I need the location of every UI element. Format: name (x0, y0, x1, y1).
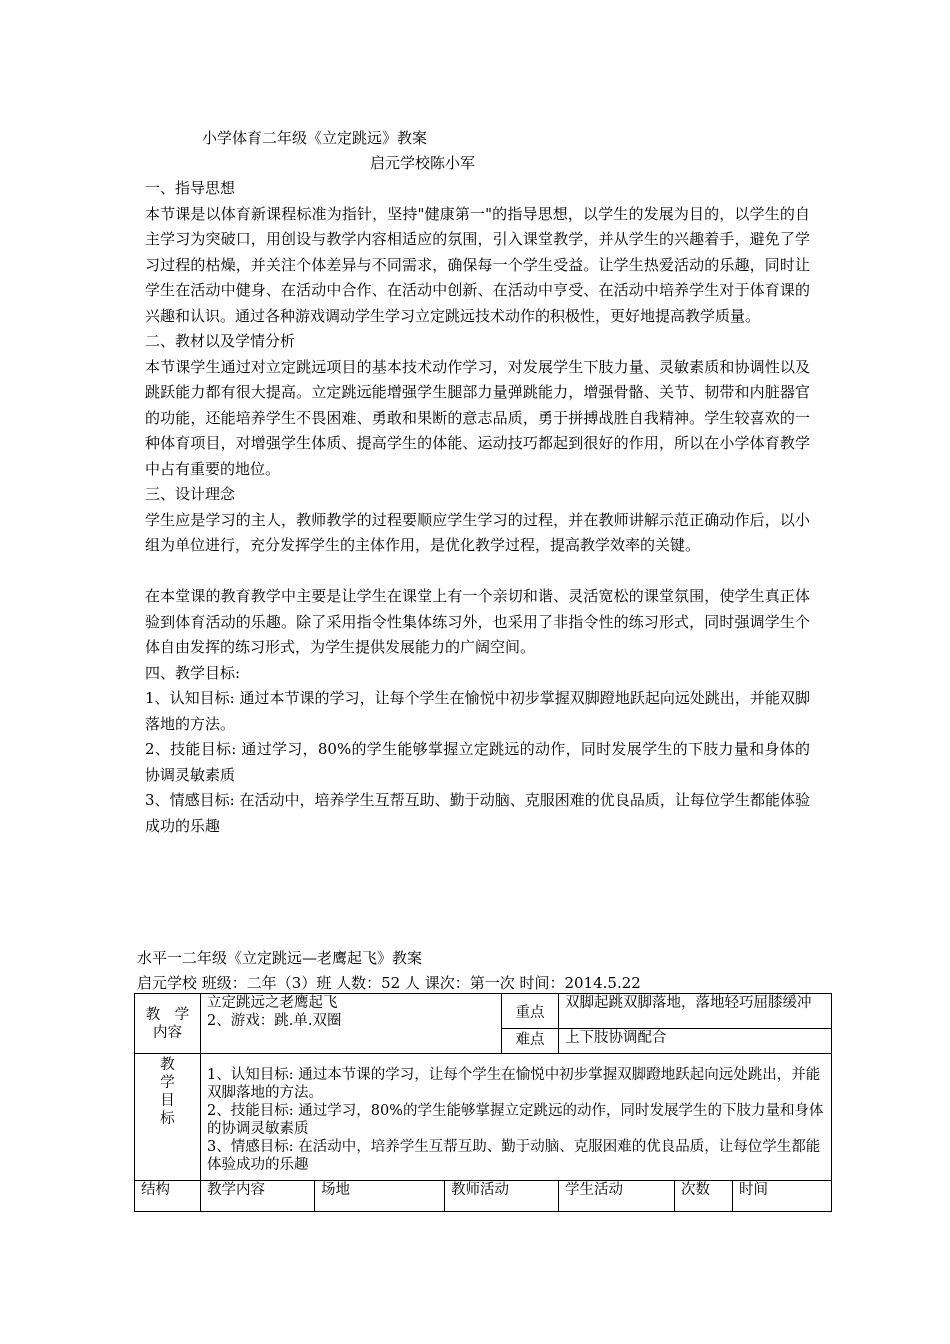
section-paragraph: 本节课学生通过对立定跳远项目的基本技术动作学习，对发展学生下肢力量、灵敏素质和协调性以及跳跃能力都有很大提高。立定跳远能增强学生腿部力量弹跳能力，增强骨骼、关节、韧带和内脏器官的功能，还能培养学生不畏困难、勇敢和果断的意志品质，勇于拼搏战胜自我精神。学生较喜欢的一种体育项目，对增强学生体质、提高学生的体能、运动技巧都起到很好的作用，所以在小学体育教学中占有重要的地位。 (145, 357, 810, 478)
section-paragraph: 在本堂课的教育教学中主要是让学生在课堂上有一个亲切和谐、灵活宽松的课堂氛围，使学生真正体验到体育活动的乐趣。除了采用指令性集体练习外，也采用了非指令性的练习形式，同时强调学生个体自由发挥的练习形式，为学生提供发展能力的广阔空间。 (145, 587, 810, 656)
difficulty-value: 上下肢协调配合 (559, 1029, 832, 1054)
section-heading: 一、指导思想 (145, 179, 236, 197)
column-header: 时间 (733, 1181, 832, 1212)
blank-line (145, 559, 810, 585)
column-header: 次数 (675, 1181, 733, 1212)
goal-line: 3、情感目标: 在活动中，培养学生互帮互助、勤于动脑、克服困难的优良品质，让每位学生都能体验成功的乐趣 (207, 1139, 821, 1173)
column-header: 结构 (135, 1181, 201, 1212)
doc-title: 小学体育二年级《立定跳远》教案 (202, 129, 428, 147)
goal-line: 2、技能目标: 通过学习，80%的学生能够掌握立定跳远的动作，同时发展学生的下肢力量和身体的协调灵敏素质 (207, 1103, 824, 1137)
section-heading: 四、教学目标: (145, 663, 241, 682)
content-line: 立定跳远之老鹰起飞 (207, 995, 338, 1011)
section-heading: 二、教材以及学情分析 (145, 332, 296, 350)
doc-author: 启元学校陈小军 (370, 154, 476, 172)
goals-label: 教学目标 (160, 1057, 175, 1127)
goal-item: 2、技能目标: 通过学习，80%的学生能够掌握立定跳远的动作，同时发展学生的下肢力量和身体的协调灵敏素质 (145, 740, 810, 784)
goal-item: 3、情感目标: 在活动中，培养学生互帮互助、勤于动脑、克服困难的优良品质，让每位学生都能体验成功的乐趣 (145, 791, 810, 835)
column-header: 学生活动 (559, 1181, 675, 1212)
content-label: 教 学内容 (135, 994, 201, 1054)
content-line: 2、游戏：跳.单.双圈 (207, 1013, 342, 1029)
column-header: 场地 (315, 1181, 445, 1212)
goals-cell (201, 1054, 832, 1181)
goal-item: 1、认知目标: 通过本节课的学习，让每个学生在愉悦中初步掌握双脚蹬地跃起向远处跳出，并能双脚落地的方法。 (145, 689, 810, 733)
section-paragraph: 本节课是以体育新课程标准为指针，坚持"健康第一"的指导思想，以学生的发展为目的，以学生的自主学习为突破口，用创设与教学内容相适应的氛围，引入课堂教学，并从学生的兴趣着手，避免了学习过程的枯燥，并关注个体差异与不同需求，确保每一个学生受益。让学生热爱活动的乐趣，同时让学生在活动中健身、在活动中合作、在活动中创新、在活动中亨受、在活动中培养学生对于体育课的兴趣和认识。通过各种游戏调动学生学习立定跳远技术动作的积极性，更好地提高教学质量。 (145, 204, 810, 325)
content-cell (201, 994, 502, 1054)
goal-line: 1、认知目标: 通过本节课的学习，让每个学生在愉悦中初步掌握双脚蹬地跃起向远处跳出，并能双脚落地的方法。 (207, 1067, 821, 1101)
plan-title: 水平一二年级《立定跳远—老鹰起飞》教案 (137, 949, 423, 967)
goals-label-cell (135, 1054, 201, 1181)
plan-info: 启元学校 班级：二年（3）班 人数：52 人 课次：第一次 时间：2014.5.22 (137, 974, 641, 992)
key-value: 双脚起跳双脚落地，落地轻巧屈膝缓冲 (559, 994, 832, 1029)
section-heading: 三、设计理念 (145, 485, 236, 503)
section-paragraph: 学生应是学习的主人，教师教学的过程要顺应学生学习的过程，并在教师讲解示范正确动作后，以小组为单位进行，充分发挥学生的主体作用，是优化教学过程，提高教学效率的关键。 (145, 510, 810, 554)
key-label: 重点 (502, 994, 559, 1029)
doc-body (145, 176, 810, 839)
lesson-plan-table (134, 993, 832, 1212)
column-header: 教学内容 (201, 1181, 315, 1212)
difficulty-label: 难点 (502, 1029, 559, 1054)
column-header: 教师活动 (445, 1181, 559, 1212)
